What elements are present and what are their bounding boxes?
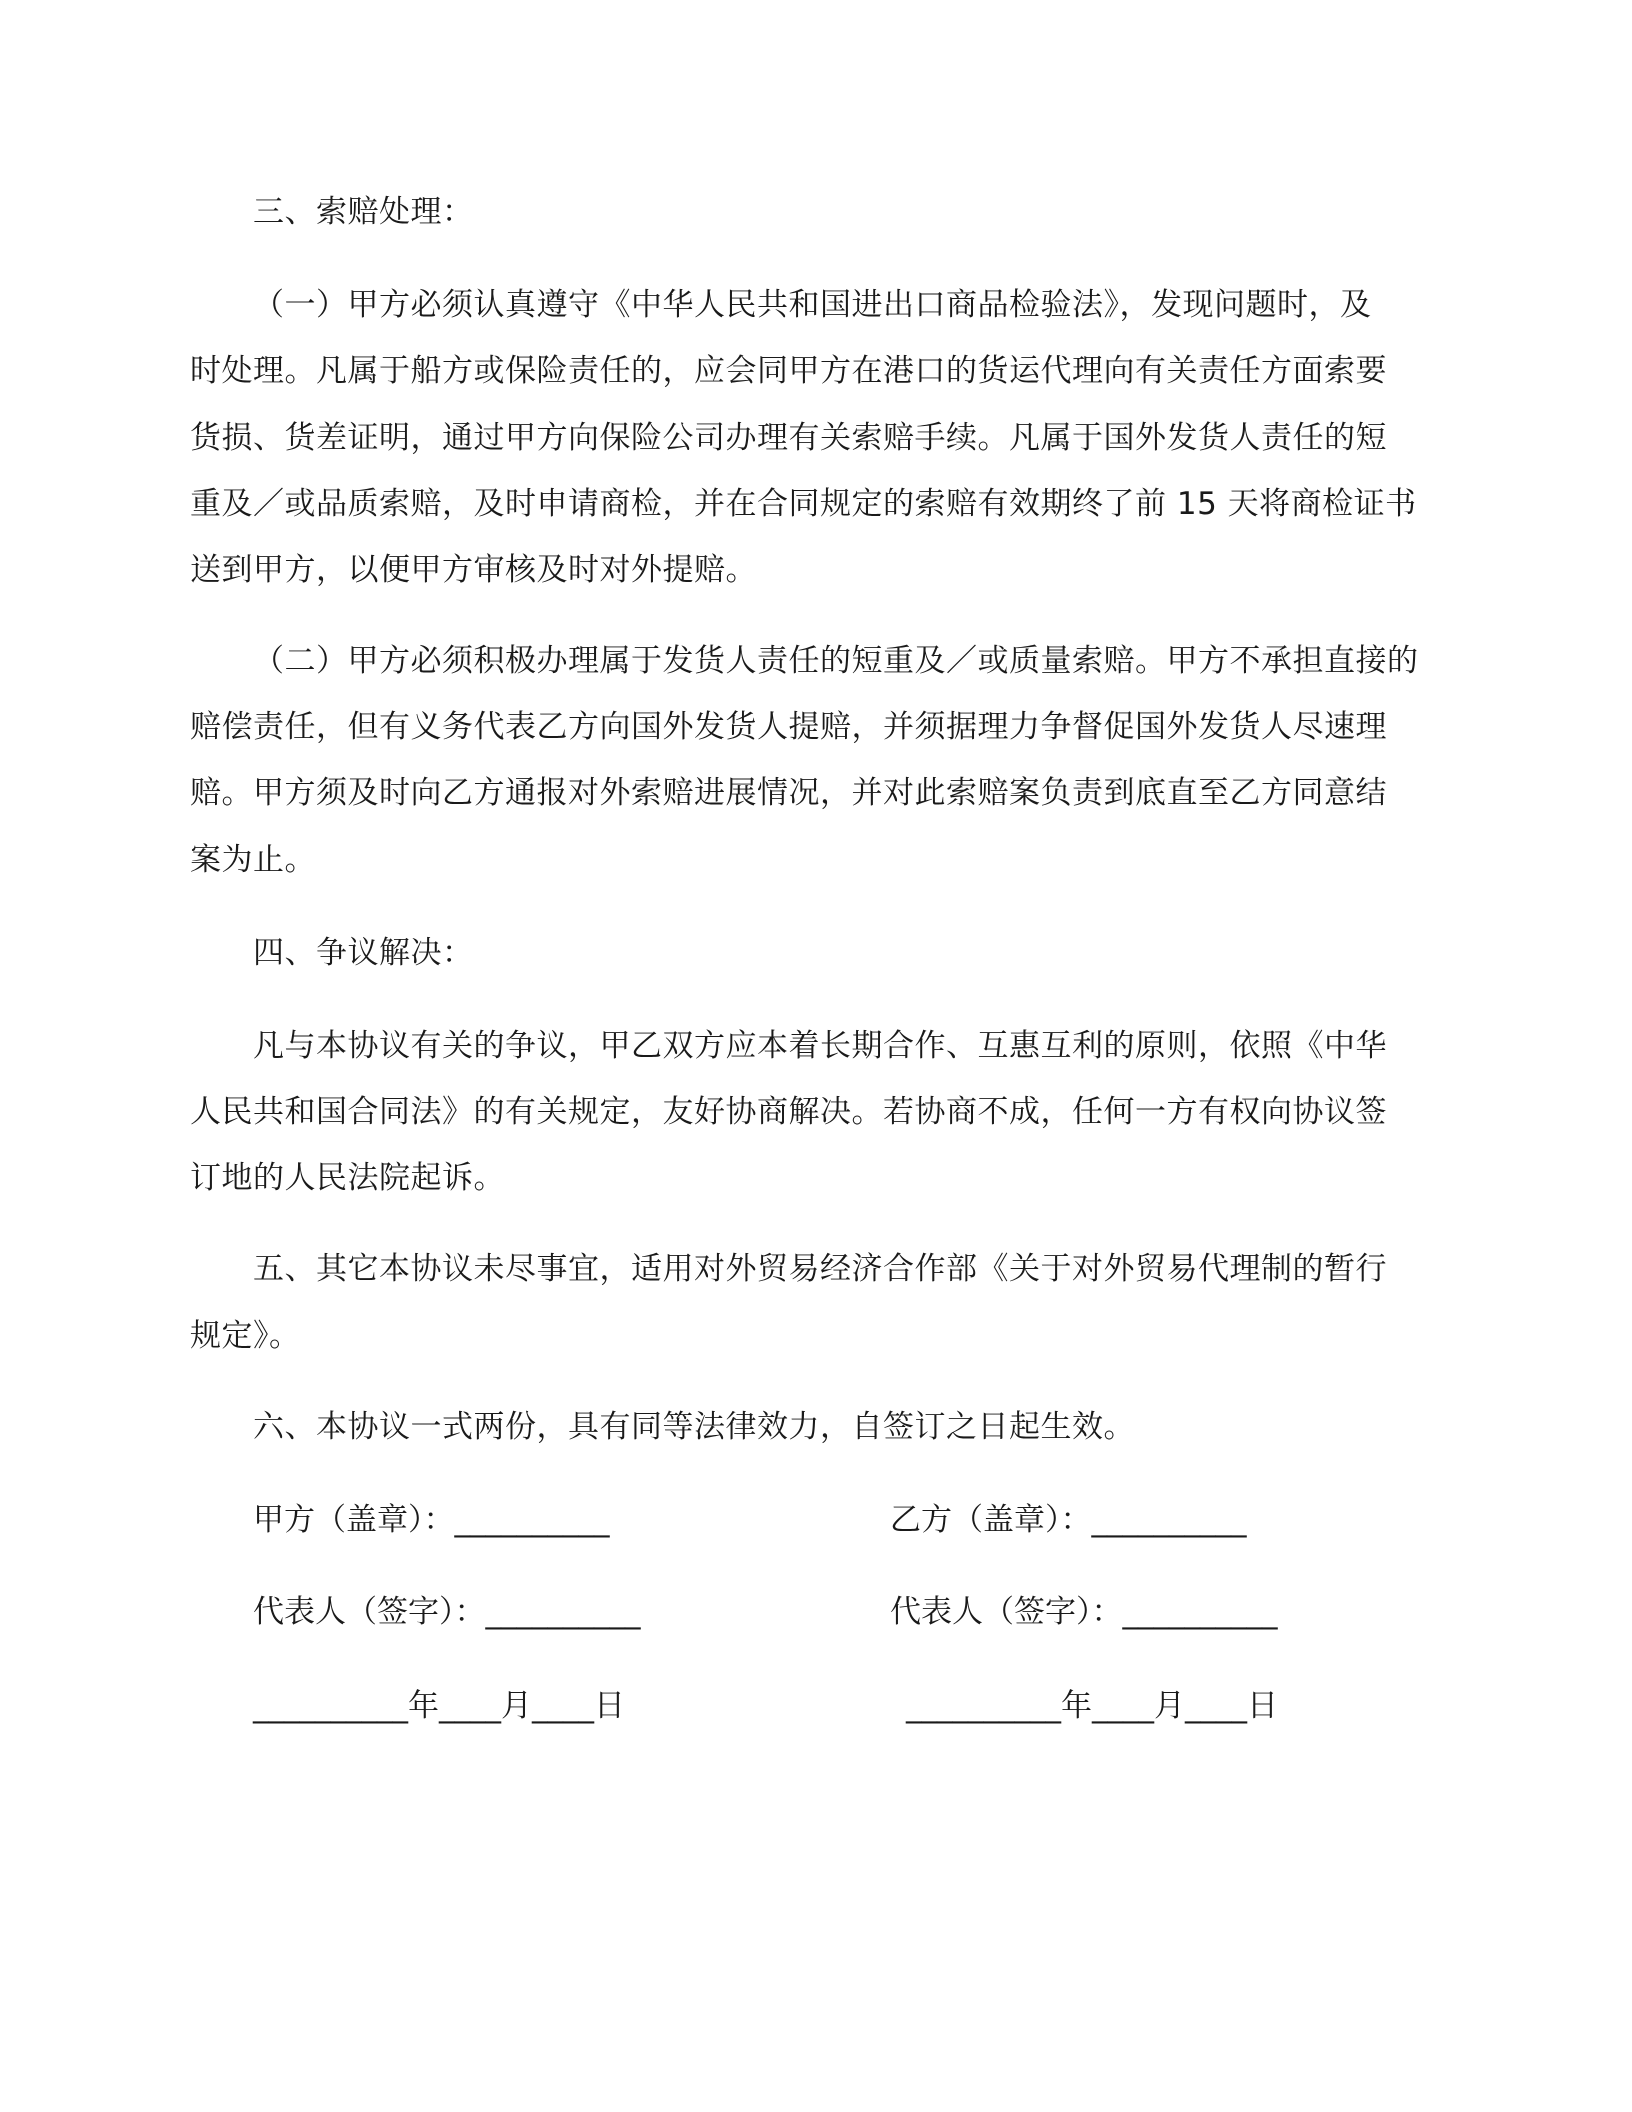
section4-line-3: 订地的人民法院起诉。 bbox=[190, 1160, 505, 1196]
section3-item2-line-4: 案为止。 bbox=[190, 842, 316, 878]
section5-line-2: 规定》。 bbox=[190, 1318, 301, 1354]
section3-item1-line-5: 送到甲方，以便甲方审核及时对外提赔。 bbox=[190, 552, 757, 588]
party-b-representative: 代表人（签字）：__________ bbox=[890, 1594, 1278, 1630]
section3-item1-line-1: （一）甲方必须认真遵守《中华人民共和国进出口商品检验法》，发现问题时，及 bbox=[253, 287, 1372, 323]
section5-line-1: 五、其它本协议未尽事宜，适用对外贸易经济合作部《关于对外贸易代理制的暂行 bbox=[253, 1251, 1387, 1287]
party-b-seal: 乙方（盖章）：__________ bbox=[890, 1502, 1247, 1538]
section3-item1-line-3: 货损、货差证明，通过甲方向保险公司办理有关索赔手续。凡属于国外发货人责任的短 bbox=[190, 420, 1387, 456]
section3-heading: 三、索赔处理： bbox=[253, 194, 474, 230]
party-a-date: __________年____月____日 bbox=[253, 1688, 625, 1724]
party-b-date: __________年____月____日 bbox=[906, 1688, 1278, 1724]
section3-item2-line-3: 赔。甲方须及时向乙方通报对外索赔进展情况，并对此索赔案负责到底直至乙方同意结 bbox=[190, 775, 1387, 811]
section3-item2-line-2: 赔偿责任，但有义务代表乙方向国外发货人提赔，并须据理力争督促国外发货人尽速理 bbox=[190, 709, 1387, 745]
party-a-representative: 代表人（签字）：__________ bbox=[253, 1594, 641, 1630]
section4-heading: 四、争议解决： bbox=[253, 935, 474, 971]
section4-line-2: 人民共和国合同法》的有关规定，友好协商解决。若协商不成，任何一方有权向协议签 bbox=[190, 1094, 1387, 1130]
section6-text: 六、本协议一式两份，具有同等法律效力，自签订之日起生效。 bbox=[253, 1409, 1135, 1445]
section3-item2-line-1: （二）甲方必须积极办理属于发货人责任的短重及／或质量索赔。甲方不承担直接的 bbox=[253, 643, 1419, 679]
section3-item1-line-2: 时处理。凡属于船方或保险责任的，应会同甲方在港口的货运代理向有关责任方面索要 bbox=[190, 353, 1387, 389]
section4-line-1: 凡与本协议有关的争议，甲乙双方应本着长期合作、互惠互利的原则，依照《中华 bbox=[253, 1028, 1387, 1064]
party-a-seal: 甲方（盖章）：__________ bbox=[253, 1502, 610, 1538]
section3-item1-line-4: 重及／或品质索赔，及时申请商检，并在合同规定的索赔有效期终了前 15 天将商检证书 bbox=[190, 486, 1417, 522]
